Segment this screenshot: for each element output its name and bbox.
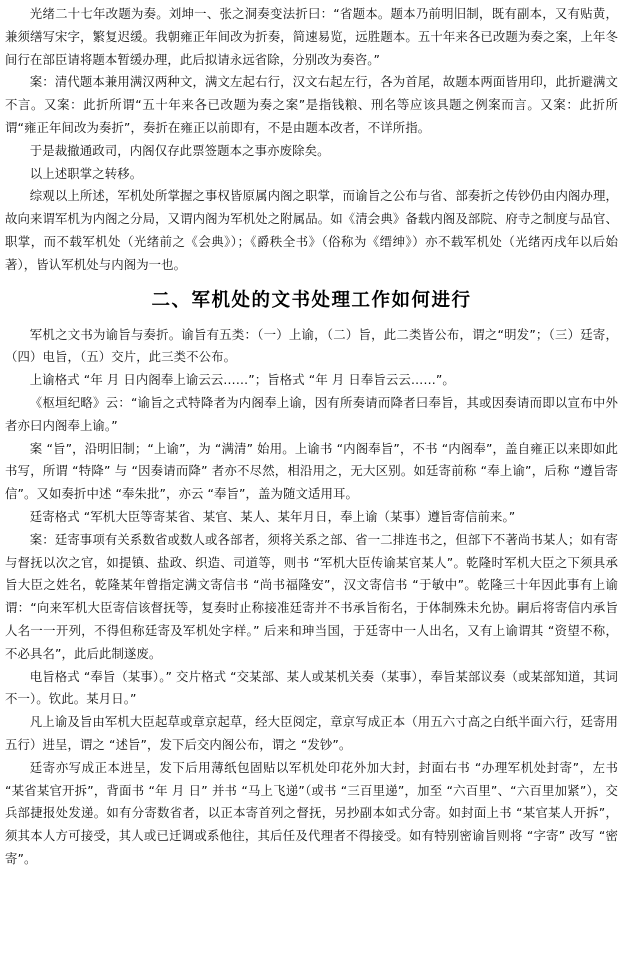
section-document-handling: [5, 324, 618, 871]
paragraph-note-court-letters: 案：廷寄事项有关系数省或数人或各部者，须将关系之部、省一二排连书之，但部下不著尚书某人；如有寄与督抚以次之官，如提镇、盐政、织造、司道等，则书 “军机大臣传谕某官某人”。乾隆时军机大臣之下须具承旨大臣之姓名，乾隆某年曾指定满文寄信书 “尚书福隆安”，汉文寄信书 “于敏中”。乾隆三十年因此事有上谕谓：“向来军机大臣寄信该督抚等，复奏时止称接准廷寄并不书承旨衔名，于体制殊未允协。嗣后将寄信内承旨人名一一开列，不得但称廷寄及军机处字样。” 后来和珅当国，于廷寄中一人出名，又有上谕谓其 “资望不称，不必具名”，此后此制遂废。: [5, 531, 618, 661]
paragraph-quote-record: 《枢垣纪略》云：“谕旨之式特降者为内阁奉上谕，因有所奏请而降者曰奉旨，其或因奏请而即以宣布中外者亦曰内阁奉上谕。”: [5, 394, 618, 433]
section-heading: 二、军机处的文书处理工作如何进行: [151, 289, 472, 311]
paragraph-changing-memorials: 光绪二十七年改题为奏。刘坤一、张之洞奏变法折曰：“省题本。题本乃前明旧制，既有副本，又有贴黄，兼须缮写宋字，繁复迟缓。我朝雍正年间改为折奏，简速易览，远胜题本。五十年来各已改题为奏之案，上年冬间行在部臣请将题本暂缓办理，此后拟请永远省除，分别改为奏咨。”: [5, 6, 618, 67]
paragraph-edict-formats: 上谕格式 “年 月 日内阁奉上谕云云……”；旨格式 “年 月 日奉旨云云……”。: [29, 372, 455, 388]
paragraph-court-letter-format: 廷寄格式 “军机大臣等寄某省、某官、某人、某年月日，奉上谕（某事）遵旨寄信前来。”: [29, 508, 516, 524]
section-prior-text: [5, 3, 618, 277]
paragraph-note-on-terms: 案 “旨”，沿明旧制；“上谕”，为 “满清” 始用。上谕书 “内阁奉旨”，不书 “内阁奉”，盖自雍正以来即如此书写，所谓 “特降” 与 “因奏请而降” 者亦不尽然，相沿用之，无大区别。如廷寄前称 “奉上谕”，后称 “遵旨寄信”。又如奏折中述 “奉朱批”，亦云 “奉旨”，盖为随文适用耳。: [5, 440, 618, 502]
paragraph-abolish-office: 于是裁撤通政司，内阁仅存此票签题本之事亦废除矣。: [29, 142, 330, 158]
paragraph-summary-line: 以上述职掌之转移。: [29, 165, 143, 181]
paragraph-drafting-process: 凡上谕及旨由军机大臣起草或章京起草，经大臣阅定，章京写成正本（用五六寸高之白纸半面六行，廷寄用五行）进呈，谓之 “述旨”，发下后交内阁公布，谓之 “发钞”。: [5, 714, 618, 752]
paragraph-dispatch-process: 廷寄亦写成正本进呈，发下后用薄纸包固贴以军机处印花外加大封，封面右书 “办理军机处封寄”，左书 “某省某官开拆”，背面书 “年 月 日” 并书 “马上飞递”（或书 “三百里递”，加至 “六百里”、“六百里加紧”），交兵部捷报处发递。如有分寄数省者，以正本寄首列之督抚，另抄副本如式分寄。如封面上书 “某官某人开拆”，须其本人方可接受，其人或已迁调或系他往，其后任及代理者不得接受。如有特别密谕旨则将 “字寄” 改写 “密寄”。: [5, 759, 618, 866]
paragraph-edict-types: 军机之文书为谕旨与奏折。谕旨有五类：（一）上谕，（二）旨，此二类皆公布，谓之“明发”；（三）廷寄，（四）电旨，（五）交片，此三类不公布。: [5, 326, 618, 365]
paragraph-telegram-format: 电旨格式 “奉旨（某事）。” 交片格式 “交某部、某人或某机关奏（某事），奉旨某部议奏（或某部知道，其词不一）。钦此。某月日。”: [5, 668, 618, 707]
paragraph-note-bilingual-memorials: 案：清代题本兼用满汉两种文，满文左起右行，汉文右起左行，各为首尾，故题本两面皆用印，此折避满文不言。又案：此折所谓“五十年来各已改题为奏之案”是指钱粮、刑名等应该具题之例案而言。又案：此折所谓“雍正年间改为奏折”，奏折在雍正以前即有，不是由题本改者，不详所指。: [5, 74, 618, 135]
paragraph-overview: 综观以上所述，军机处所掌握之事权皆原属内阁之职掌，而谕旨之公布与省、部奏折之传钞仍由内阁办理，故向来谓军机为内阁之分局，又谓内阁为军机处之附属品。如《清会典》备载内阁及部院、府寺之制度与品官、职掌，而不载军机处（光绪前之《会典》）；《爵秩全书》（俗称为《缙绅》）亦不载军机处（光绪丙戌年以后始著），皆认军机处与内阁为一也。: [5, 188, 618, 272]
